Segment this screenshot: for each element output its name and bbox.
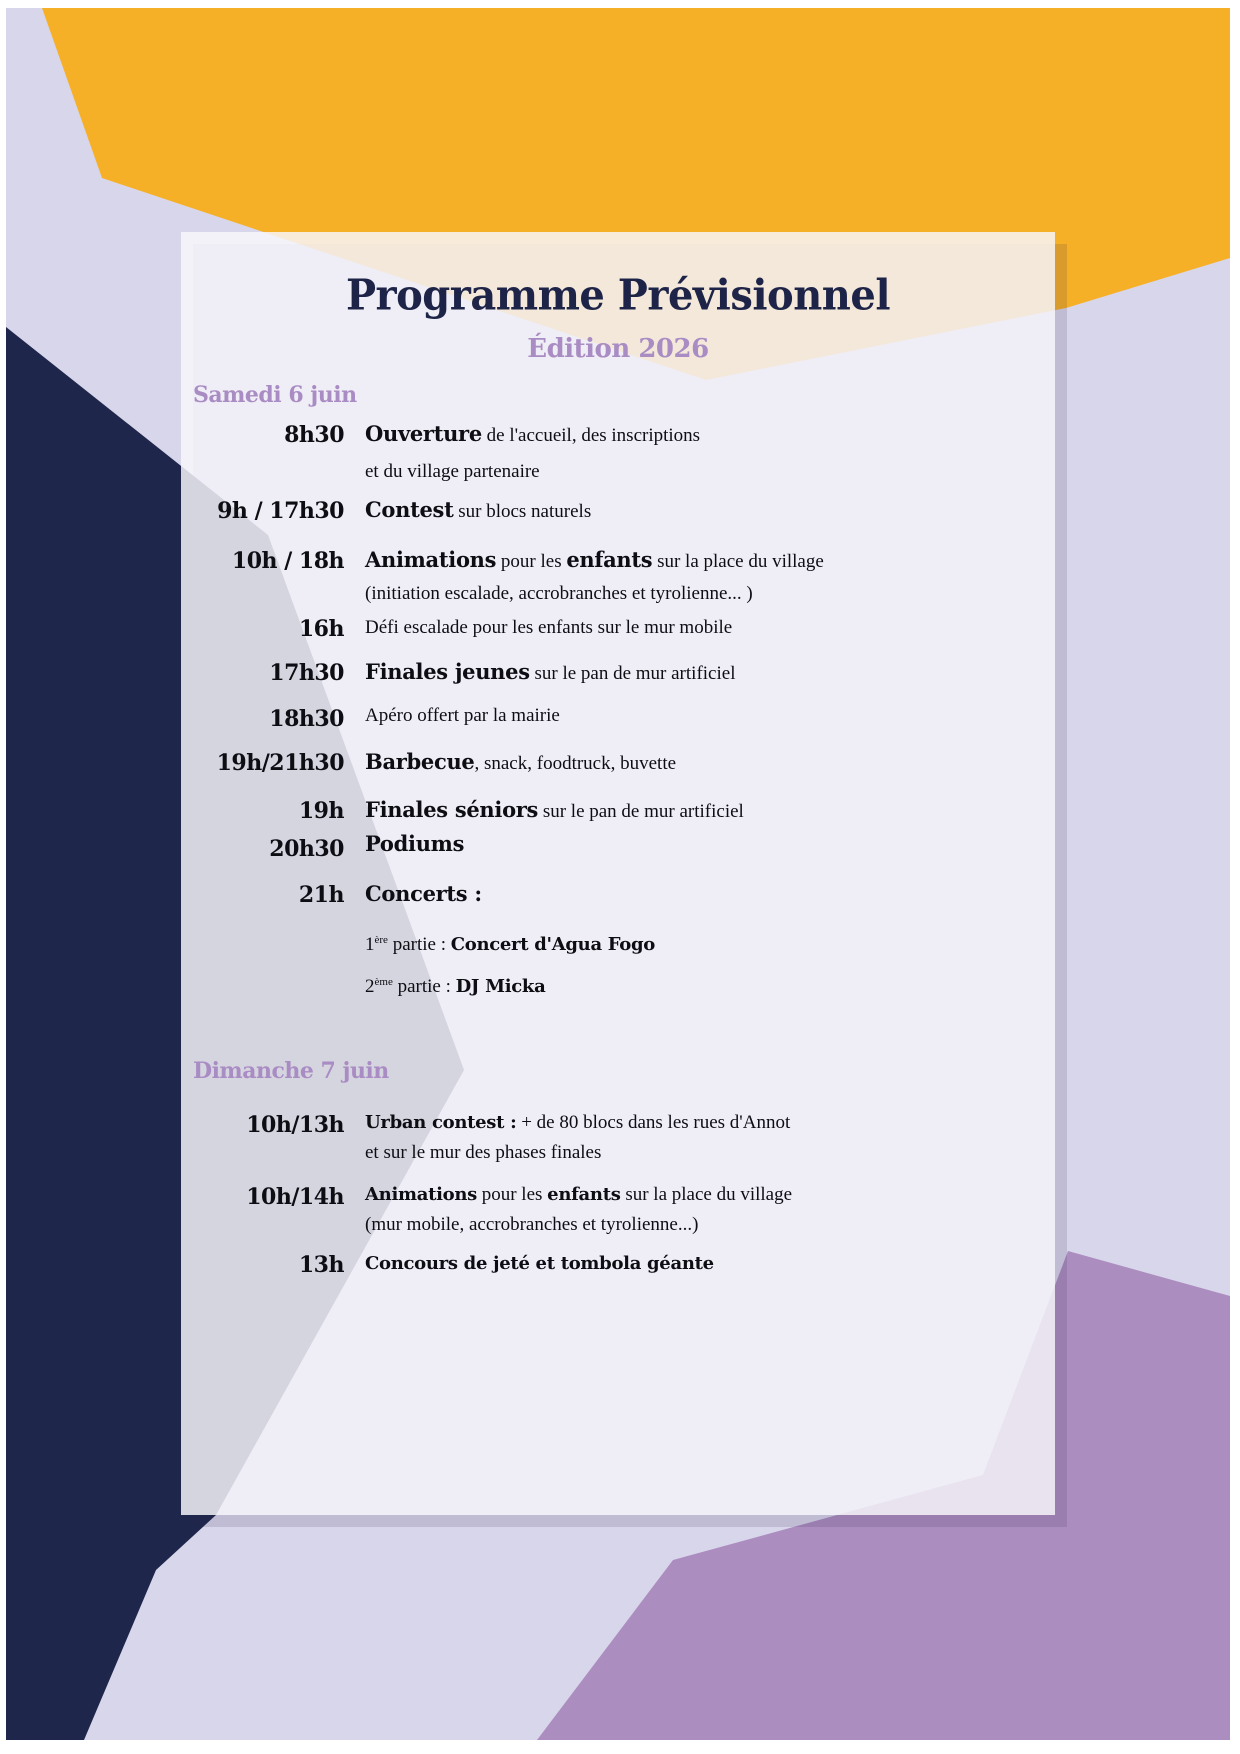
event-time: 13h [298,1252,344,1278]
event-title: Barbecue [365,749,475,774]
page-title: Programme Prévisionnel [345,270,891,321]
event-time: 9h / 17h30 [217,498,344,524]
event-description: Barbecue, snack, foodtruck, buvette [365,749,677,774]
event-time: 17h30 [269,660,344,686]
concert-description: 2ème partie : DJ Micka [365,976,546,997]
edition-subtitle: Édition 2026 [527,334,709,364]
event-title: Concerts : [365,881,482,906]
poster-page [6,8,1230,1740]
event-description [365,828,464,862]
event-time: 10h/14h [246,1184,344,1210]
day-heading-sunday: Dimanche 7 juin [193,1058,389,1084]
event-description: Animations pour les enfants sur la place du village (initiation escalade, accrobranches et tyrolienne... ) [365,547,824,604]
event-title: Contest [365,497,454,522]
event-title: Podiums [365,831,465,856]
event-title: Finales jeunes [365,659,530,684]
event-time: 18h30 [269,706,344,732]
event-description: Contest sur blocs naturels [365,497,592,522]
event-description [365,1248,714,1280]
event-description: Apéro offert par la mairie [365,705,560,726]
event-time: 21h [298,882,344,908]
concert-description: 1ère partie : Concert d'Agua Fogo [365,934,655,955]
event-time: 10h / 18h [231,548,344,574]
event-title: Animations [365,1184,477,1205]
event-description: Défi escalade pour les enfants sur le mur mobile [365,617,733,638]
event-description: Finales jeunes sur le pan de mur artificiel [365,659,736,684]
program-card [181,232,1055,1515]
event-time: 19h/21h30 [216,750,344,776]
event-time: 16h [298,616,344,642]
event-time: 8h30 [284,422,344,448]
event-description: Urban contest : + de 80 blocs dans les rues d'Annot et sur le mur des phases finales [365,1112,791,1163]
event-title: Animations [365,547,497,572]
event-time: 20h30 [269,836,344,862]
event-title: Concours de jeté et tombola géante [365,1253,714,1274]
day-heading-saturday: Samedi 6 juin [193,382,357,408]
event-description: Ouverture de l'accueil, des inscriptions et du village partenaire [365,421,701,482]
event-description: Animations pour les enfants sur la place du village (mur mobile, accrobranches et tyrolienne...) [365,1184,793,1235]
event-title: Finales séniors [365,797,539,822]
event-time: 19h [298,798,344,824]
concert-act: Concert d'Agua Fogo [450,934,655,955]
event-title: Ouverture [365,421,482,446]
event-title: Urban contest : [365,1112,517,1133]
event-description: Finales séniors sur le pan de mur artificiel [365,797,744,822]
event-time: 10h/13h [246,1112,344,1138]
event-description [365,878,482,912]
concert-act: DJ Micka [455,976,546,997]
